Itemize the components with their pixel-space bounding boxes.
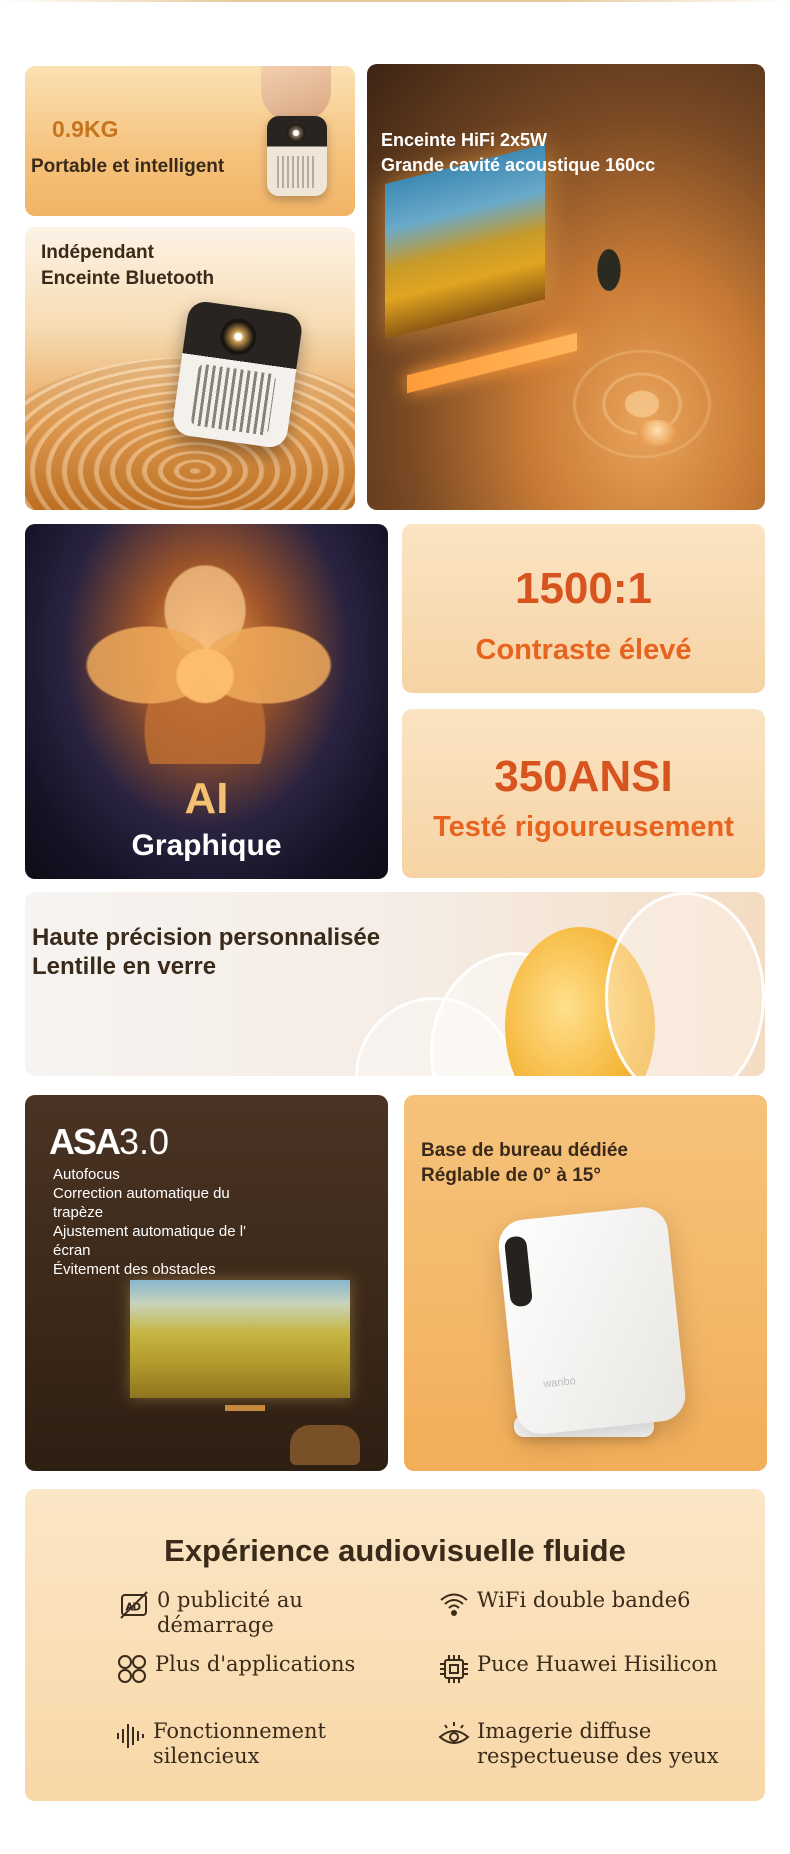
plant-image [589, 234, 629, 294]
asa-logo [49, 1121, 169, 1163]
glass-disc [605, 892, 765, 1076]
hand-image [261, 66, 331, 121]
base-line1: Base de bureau dédiée [421, 1140, 628, 1161]
asa-card [25, 1095, 388, 1471]
sound-rings [527, 314, 757, 494]
bluetooth-line1: Indépendant [41, 242, 154, 263]
asa-feature: Autofocus [53, 1166, 120, 1183]
table-image [225, 1405, 265, 1465]
bluetooth-line2: Enceinte Bluetooth [41, 268, 215, 289]
contrast-card [402, 524, 765, 693]
flower-image [65, 544, 345, 764]
feature-label: Imagerie diffuse respectueuse des yeux [477, 1719, 719, 1768]
chair-image [290, 1425, 360, 1465]
feature-eye-care [437, 1719, 737, 1769]
feature-apps [115, 1652, 415, 1686]
projector-face [504, 1235, 533, 1307]
contrast-label: Contraste élevé [475, 634, 692, 666]
hifi-card [367, 64, 765, 510]
lens-icon [218, 316, 259, 357]
feature-label: Puce Huawei Hisilicon [477, 1652, 718, 1676]
desk-base-card [404, 1095, 767, 1471]
weight-value: 0.9KG [52, 116, 119, 142]
projector-image [171, 300, 304, 450]
ansi-value: 350ANSI [494, 752, 673, 801]
ai-label: AI [184, 774, 229, 823]
base-line2: Réglable de 0° à 15° [421, 1165, 601, 1186]
weight-card [25, 66, 355, 216]
experience-card [25, 1489, 765, 1801]
speaker-grill [277, 156, 317, 188]
lens-card [25, 892, 765, 1076]
hifi-line2: Grande cavité acoustique 160cc [381, 155, 656, 175]
eye-icon [437, 1719, 471, 1753]
projector-image [267, 116, 327, 196]
asa-version: 3.0 [119, 1121, 170, 1162]
feature-wifi [437, 1588, 737, 1622]
feature-no-ads [117, 1588, 347, 1638]
contrast-value: 1500:1 [514, 564, 652, 613]
ansi-label: Testé rigoureusement [433, 811, 734, 843]
asa-feature: Ajustement automatique de l' écran [53, 1223, 246, 1259]
hifi-line1: Enceinte HiFi 2x5W [381, 130, 548, 150]
feature-label: Plus d'applications [155, 1652, 356, 1676]
lens-line2: Lentille en verre [32, 953, 217, 980]
wifi-icon [437, 1588, 471, 1622]
feature-label: Fonctionnement silencieux [153, 1719, 326, 1768]
weight-tagline: Portable et intelligent [31, 156, 225, 177]
bluetooth-card [25, 227, 355, 510]
brightness-card [402, 709, 765, 878]
lens-icon [287, 124, 305, 142]
asa-logo-text: ASA [49, 1121, 120, 1162]
lens-line1: Haute précision personnalisée [32, 924, 381, 951]
chip-icon [437, 1652, 471, 1686]
graphic-label: Graphique [131, 829, 282, 862]
no-ad-icon [117, 1588, 151, 1622]
feature-silent [113, 1719, 433, 1769]
ai-graphic-card [25, 524, 388, 879]
brand-mark: wanbo [542, 1375, 577, 1391]
projector-image [496, 1205, 688, 1437]
experience-title: Expérience audiovisuelle fluide [164, 1533, 626, 1568]
asa-feature: Évitement des obstacles [53, 1261, 216, 1278]
asa-feature: Correction automatique du trapèze [53, 1185, 230, 1221]
feature-chip [437, 1652, 737, 1686]
feature-label: WiFi double bande6 [477, 1588, 691, 1612]
speaker-grill [191, 364, 277, 436]
projected-painting [130, 1280, 350, 1398]
svg-text:AD: AD [126, 1602, 141, 1613]
top-divider [0, 0, 790, 2]
asa-feature-list [53, 1165, 283, 1279]
projector-table-image [637, 420, 677, 446]
feature-label: 0 publicité au démarrage [157, 1588, 303, 1637]
sound-wave-icon [113, 1719, 147, 1753]
apps-icon [115, 1652, 149, 1686]
